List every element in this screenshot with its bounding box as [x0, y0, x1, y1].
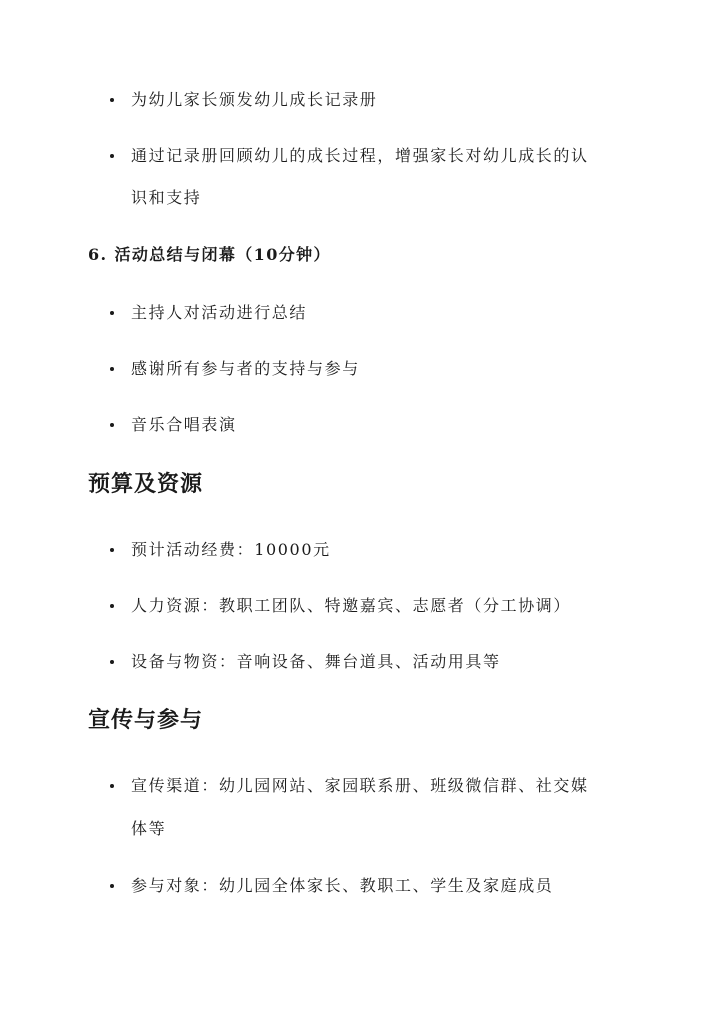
list-item-text: 主持人对活动进行总结 [131, 303, 308, 322]
list-item-text: 为幼儿家长颁发幼儿成长记录册 [131, 90, 378, 109]
list-item-text: 通过记录册回顾幼儿的成长过程，增强家长对幼儿成长的认 [131, 146, 589, 165]
section-heading: 预算及资源 [88, 471, 204, 497]
bullet-icon [110, 311, 114, 315]
bullet-icon [110, 98, 114, 102]
bullet-icon [110, 548, 114, 552]
list-item-text: 设备与物资：音响设备、舞台道具、活动用具等 [131, 652, 501, 671]
bullet-icon [110, 604, 114, 608]
section-heading: 宣传与参与 [88, 707, 204, 733]
bullet-icon [110, 423, 114, 427]
list-item-text: 感谢所有参与者的支持与参与 [131, 359, 360, 378]
list-item-text: 宣传渠道：幼儿园网站、家园联系册、班级微信群、社交媒 [131, 776, 589, 795]
list-item-continuation: 识和支持 [131, 188, 202, 207]
list-item-text: 参与对象：幼儿园全体家长、教职工、学生及家庭成员 [131, 876, 554, 895]
list-item-text: 人力资源：教职工团队、特邀嘉宾、志愿者（分工协调） [131, 596, 572, 615]
list-item-continuation: 体等 [131, 819, 167, 838]
bullet-icon [110, 784, 114, 788]
bullet-icon [110, 154, 114, 158]
list-item-text: 音乐合唱表演 [131, 415, 237, 434]
bullet-icon [110, 367, 114, 371]
bullet-icon [110, 884, 114, 888]
subsection-title: 6. 活动总结与闭幕（10分钟） [88, 245, 331, 264]
bullet-icon [110, 660, 114, 664]
list-item-text: 预计活动经费：10000元 [131, 540, 331, 559]
